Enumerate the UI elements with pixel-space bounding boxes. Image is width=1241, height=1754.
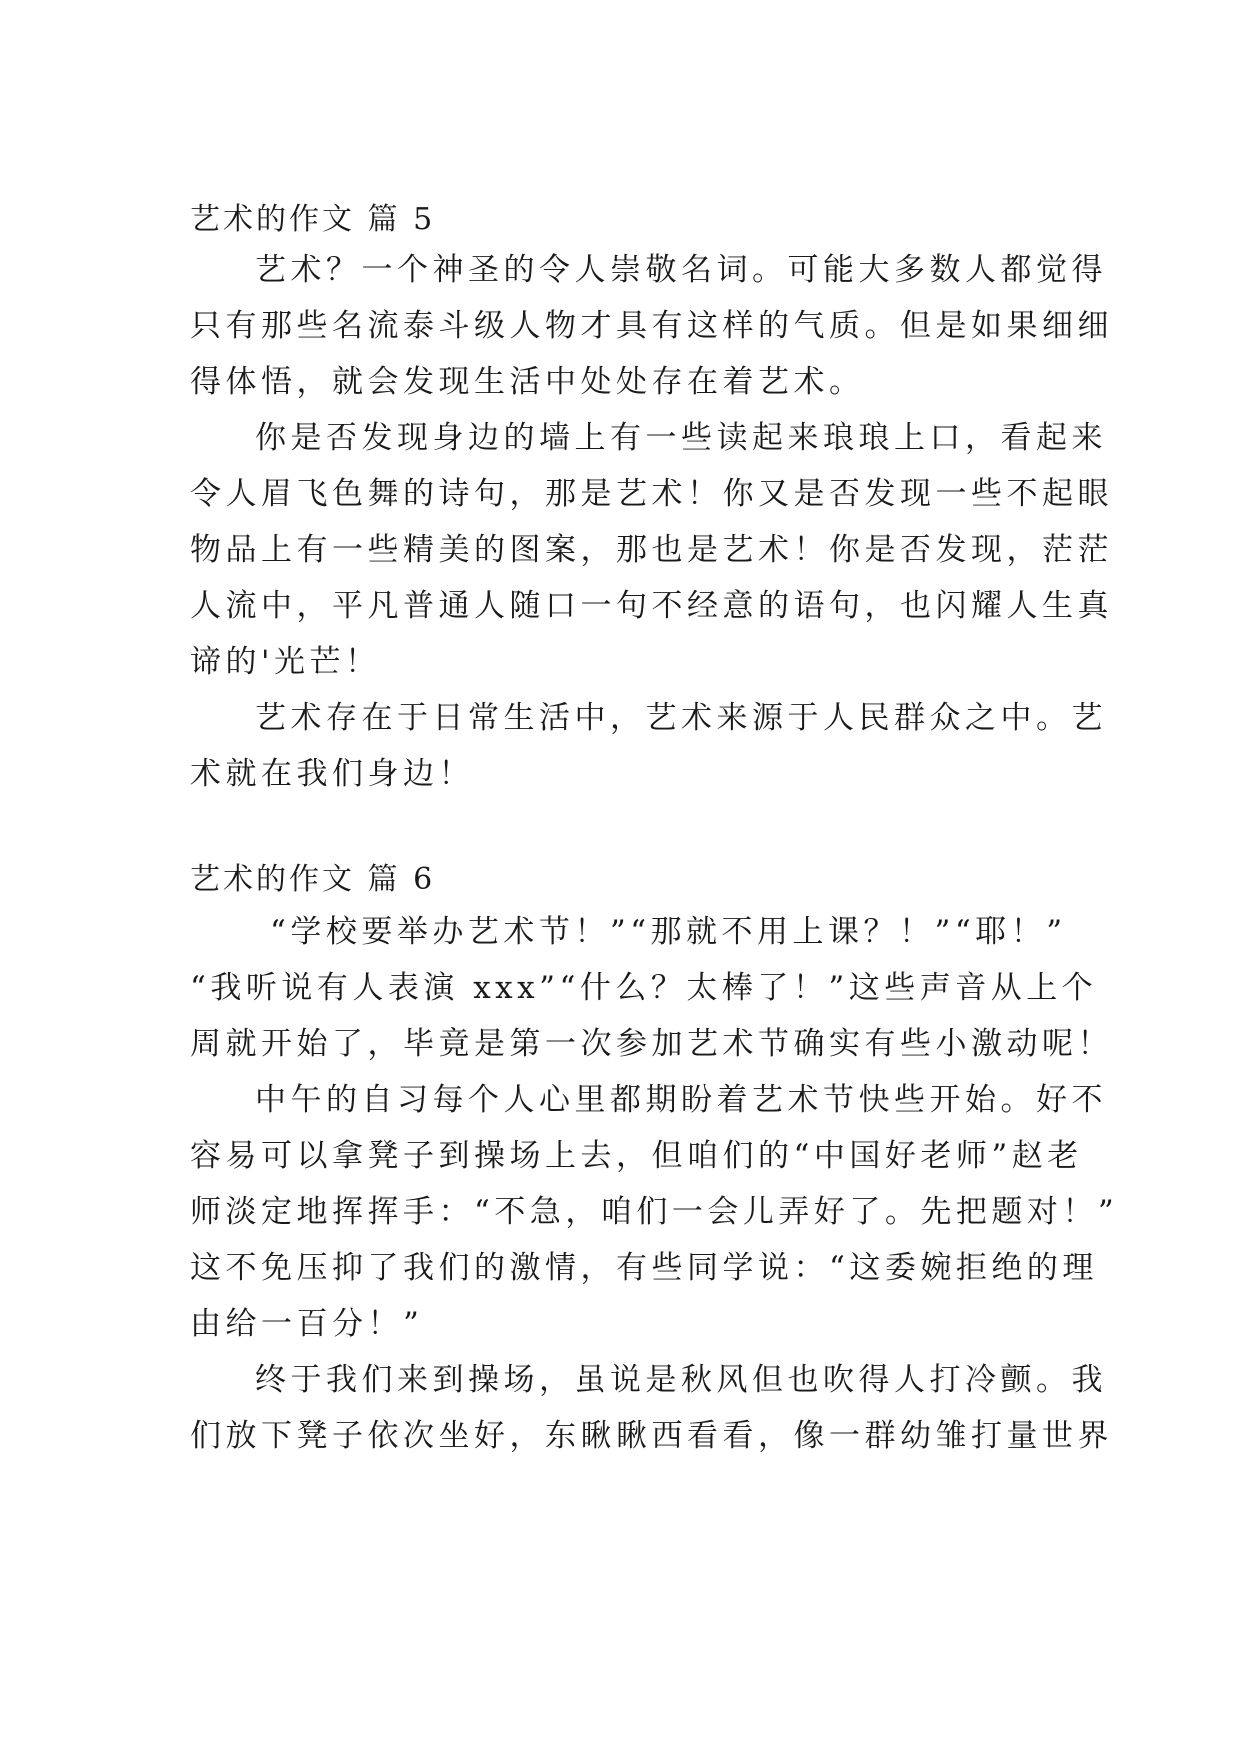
paragraph-line: 由给一百分！” [190,1306,424,1342]
paragraph-line: 只有那些名流泰斗级人物才具有这样的气质。但是如果细细 [190,308,1113,344]
paragraph-line: 谛的'光芒！ [190,644,381,680]
paragraph-line: 令人眉飞色舞的诗句，那是艺术！你又是否发现一些不起眼 [190,476,1113,512]
paragraph-line: 这不免压抑了我们的激情，有些同学说：“这委婉拒绝的理 [190,1250,1098,1286]
paragraph-line: 艺术存在于日常生活中，艺术来源于人民群众之中。艺 [255,700,1107,736]
section-5-heading: 艺术的作文 篇 5 [190,202,436,237]
paragraph-line: 你是否发现身边的墙上有一些读起来琅琅上口，看起来 [255,420,1107,456]
paragraph-line: 们放下凳子依次坐好，东瞅瞅西看看，像一群幼雏打量世界 [190,1418,1113,1454]
section-6-heading: 艺术的作文 篇 6 [190,862,436,897]
paragraph-line: 师淡定地挥挥手：“不急，咱们一会儿弄好了。先把题对！” [190,1194,1119,1230]
paragraph-line: 术就在我们身边！ [190,756,474,792]
paragraph-line: 容易可以拿凳子到操场上去，但咱们的“中国好老师”赵老 [190,1138,1083,1174]
paragraph-line: 人流中，平凡普通人随口一句不经意的语句，也闪耀人生真 [190,588,1113,624]
paragraph-line: 艺术？一个神圣的令人崇敬名词。可能大多数人都觉得 [255,252,1107,288]
paragraph-line: “我听说有人表演 xxx”“什么？太棒了！”这些声音从上个 [190,970,1098,1006]
paragraph-line: “学校要举办艺术节！”“那就不用上课？！”“耶！” [270,914,1067,950]
paragraph-line: 中午的自习每个人心里都期盼着艺术节快些开始。好不 [255,1082,1107,1118]
paragraph-line: 物品上有一些精美的图案，那也是艺术！你是否发现，茫茫 [190,532,1113,568]
paragraph-line: 终于我们来到操场，虽说是秋风但也吹得人打冷颤。我 [255,1362,1107,1398]
paragraph-line: 得体悟，就会发现生活中处处存在着艺术。 [190,364,865,400]
paragraph-line: 周就开始了，毕竟是第一次参加艺术节确实有些小激动呢！ [190,1026,1113,1062]
